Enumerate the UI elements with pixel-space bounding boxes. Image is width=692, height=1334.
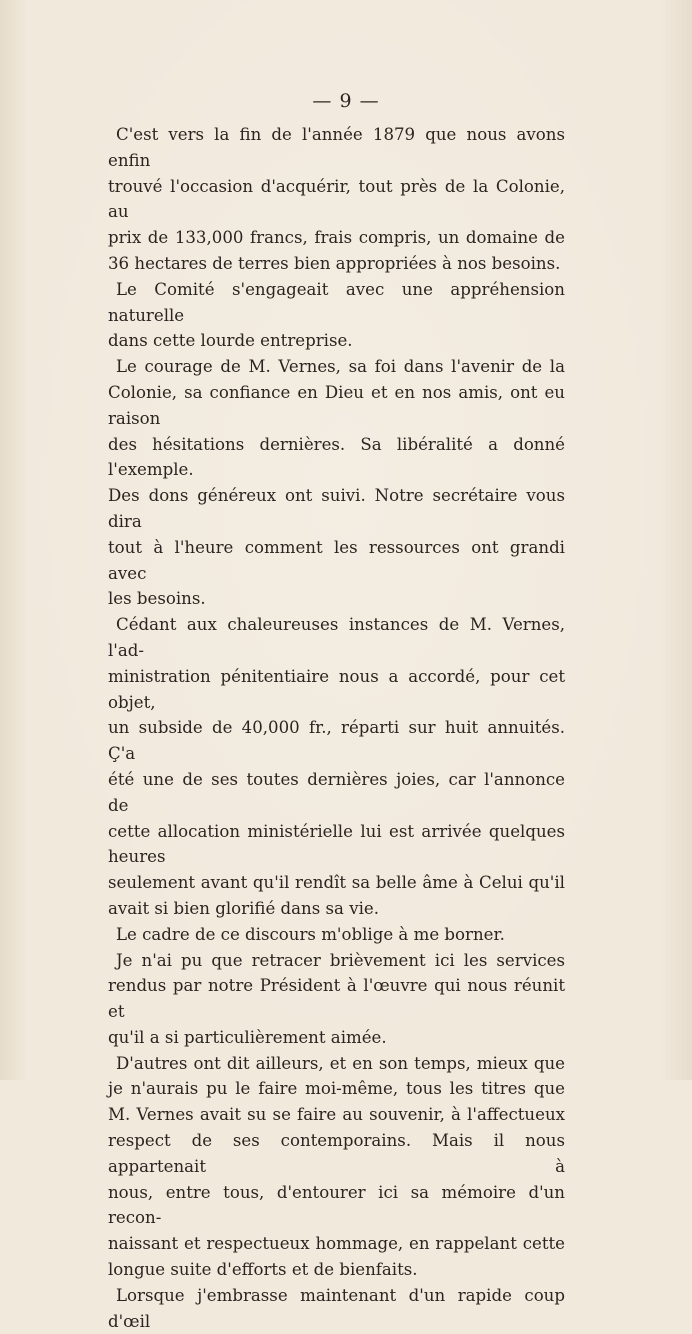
text-line: Le Comité s'engageait avec une appréhension naturelle	[108, 279, 565, 325]
body-text	[108, 122, 565, 1334]
text-line: qu'il a si particulièrement aimée.	[108, 1027, 387, 1047]
text-line: Je n'ai pu que retracer brièvement ici les services	[116, 950, 565, 970]
text-line: D'autres ont dit ailleurs, et en son temps, mieux que	[116, 1053, 565, 1073]
text-line: trouvé l'occasion d'acquérir, tout près de la Colonie, au	[108, 176, 565, 222]
text-line: des hésitations dernières. Sa libéralité a donné l'exemple.	[108, 434, 565, 480]
text-line: 36 hectares de terres bien appropriées à nos besoins.	[108, 253, 561, 273]
text-line: je n'aurais pu le faire moi-même, tous les titres que	[108, 1079, 565, 1099]
text-line: nous, entre tous, d'entourer ici sa mémoire d'un recon-	[108, 1182, 565, 1228]
text-line: longue suite d'efforts et de bienfaits.	[108, 1260, 418, 1280]
text-line: C'est vers la fin de l'année 1879 que nous avons enfin	[108, 125, 565, 170]
text-line: Cédant aux chaleureuses instances de M. Vernes, l'ad-	[108, 615, 565, 660]
text-line: un subside de 40,000 fr., réparti sur huit annuités. Ç'a	[108, 718, 565, 764]
text-line: les besoins.	[108, 589, 206, 609]
text-line: Le courage de M. Vernes, sa foi dans l'avenir de la	[116, 357, 565, 377]
text-line: naissant et respectueux hommage, en rappelant cette	[108, 1234, 565, 1254]
page-number: — 9 —	[312, 90, 380, 112]
text-line: été une de ses toutes dernières joies, car l'annonce de	[108, 769, 565, 815]
text-line: dans cette lourde entreprise.	[108, 331, 353, 351]
text-line: M. Vernes avait su se faire au souvenir, à l'affectueux	[108, 1105, 565, 1125]
text-line: rendus par notre Président à l'œuvre qui nous réunit et	[108, 976, 565, 1022]
text-line: Colonie, sa confiance en Dieu et en nos amis, ont eu raison	[108, 382, 565, 428]
text-line: seulement avant qu'il rendît sa belle âme à Celui qu'il	[108, 873, 565, 893]
text-line: cette allocation ministérielle lui est arrivée quelques heures	[108, 821, 565, 867]
text-line: Le cadre de ce discours m'oblige à me borner.	[116, 924, 505, 944]
text-line: Lorsque j'embrasse maintenant d'un rapide coup d'œil	[108, 1285, 565, 1331]
text-line: respect de ses contemporains. Mais il nous appartenait à	[108, 1131, 565, 1176]
text-line: ministration pénitentiaire nous a accordé, pour cet objet,	[108, 666, 565, 712]
text-line: tout à l'heure comment les ressources ont grandi avec	[108, 537, 565, 583]
text-line: Des dons généreux ont suivi. Notre secrétaire vous dira	[108, 486, 565, 531]
text-line: avait si bien glorifié dans sa vie.	[108, 898, 379, 918]
text-line: prix de 133,000 francs, frais compris, un domaine de	[108, 228, 565, 248]
